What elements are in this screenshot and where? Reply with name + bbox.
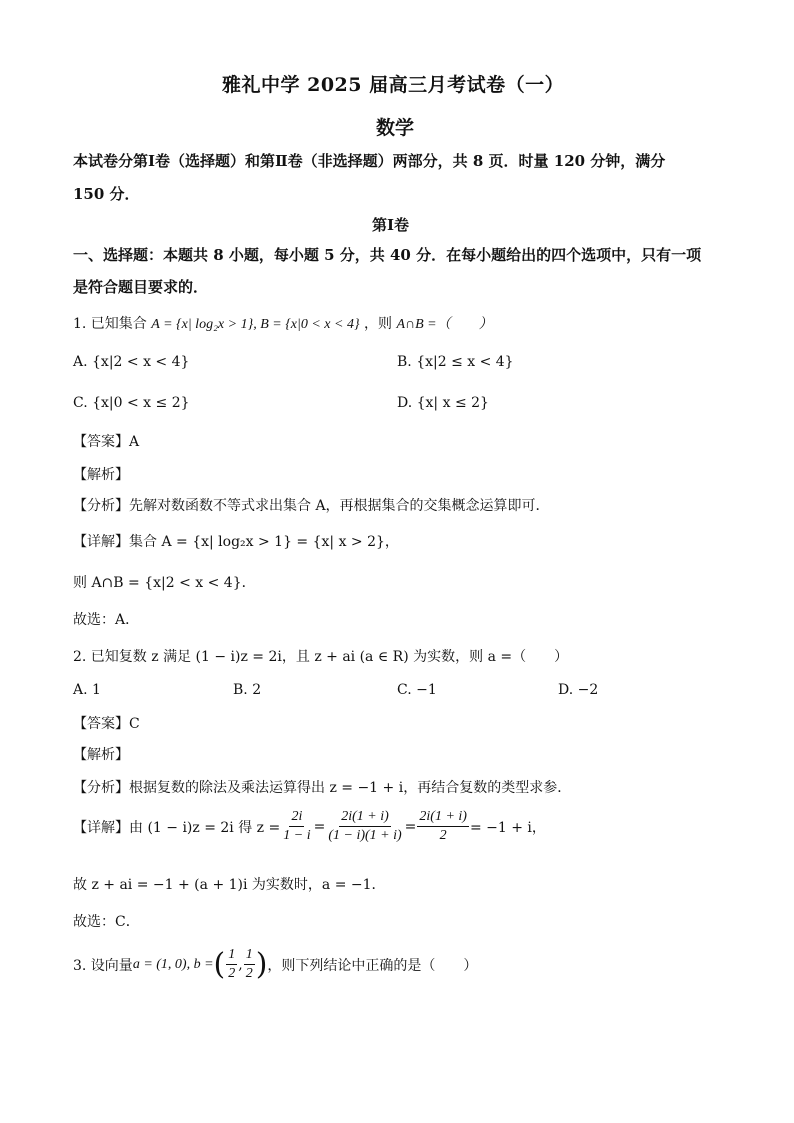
q1-ask: A∩B =（ ） [396,317,493,332]
q1-choose: 故选：A． [73,612,140,628]
part-heading-line-2: 是符合题目要求的． [73,278,209,296]
q1-sets: A = {x| log₂x > 1}, B = {x|0 < x < 4} [151,317,360,332]
q1-option-a: A. {x|2 < x < 4} [73,354,190,370]
q1-fenxi [73,495,550,515]
q1-option-d: D. {x| x ≤ 2} [397,395,489,411]
q3-frac-y-den: 2 [245,966,253,981]
q1-option-b: B. {x|2 ≤ x < 4} [397,354,514,370]
q2-fraction-2-den: (1 − i)(1 + i) [328,828,402,843]
q2-fraction-2-num: 2i(1 + i) [339,808,391,827]
q1-then: 则 A∩B = {x|2 < x < 4}． [73,575,256,591]
section-heading: 第Ⅰ卷 [372,216,410,234]
q3-frac-y-num: 1 [244,946,255,965]
q2-xiangjie [73,808,546,845]
q2-fraction-1 [281,808,312,845]
q3-stem [73,946,477,983]
q2-xiangjie-tag: 【详解】 [73,819,129,836]
q2-xiangjie-pre: 由 (1 − i)z = 2i 得 z = [129,819,281,836]
q3-vectors: a = (1, 0), b = [132,956,214,972]
q2-eq-2: = [404,818,417,835]
q1-fenxi-tag: 【分析】 [73,498,129,514]
q3-post: ，则下列结论中正确的是（ ） [267,957,478,974]
q1-xiangjie-tag: 【详解】 [73,534,129,550]
part-heading-line-1: 一、选择题：本题共 8 小题，每小题 5 分，共 40 分．在每小题给出的四个选项中，只有一项 [73,246,702,264]
q3-right-paren: ) [255,946,268,982]
q3-frac-y [244,946,255,983]
q3-frac-x [226,946,237,983]
subject-title: 数学 [376,117,415,139]
q2-fenxi [73,777,571,797]
q2-answer: 【答案】C [73,716,140,732]
q2-fraction-1-num: 2i [289,808,304,827]
q3-comma: , [238,956,243,973]
q2-option-a: A. 1 [73,682,101,698]
q2-fraction-2 [326,808,403,845]
q1-fenxi-text: 先解对数函数不等式求出集合 A，再根据集合的交集概念运算即可． [129,498,550,514]
q3-pre: 3. 设向量 [73,957,133,974]
intro-line-2: 150 分． [73,185,140,203]
document-title: 雅礼中学 2025 届高三月考试卷（一） [222,74,565,96]
q3-frac-x-num: 1 [226,946,237,965]
q2-so: 故 z + ai = −1 + (a + 1)i 为实数时，a = −1． [73,877,386,893]
q1-option-c: C. {x|0 < x ≤ 2} [73,395,190,411]
q1-analysis-tag: 【解析】 [73,467,129,483]
q1-suffix: ，则 [364,316,393,332]
q2-fenxi-tag: 【分析】 [73,780,129,796]
intro-line-1: 本试卷分第Ⅰ卷（选择题）和第Ⅱ卷（非选择题）两部分，共 8 页．时量 120 分钟，满分 [73,152,666,170]
q3-frac-x-den: 2 [228,966,236,981]
q1-prefix: 1. 已知集合 [73,316,147,332]
q1-xiangjie [73,531,399,551]
q2-eq-1: = [313,818,326,835]
q2-choose: 故选：C． [73,914,140,930]
q2-stem: 2. 已知复数 z 满足 (1 − i)z = 2i，且 z + ai (a ∈ R) 为实数，则 a =（ ） [73,649,569,665]
q2-option-d: D. −2 [558,682,599,698]
q2-fraction-1-den: 1 − i [283,828,311,843]
q2-fraction-3-den: 2 [439,828,447,843]
q2-fraction-3-num: 2i(1 + i) [417,808,469,827]
q3-left-paren: ( [213,946,226,982]
q2-analysis-tag: 【解析】 [73,747,129,763]
q1-xiangjie-text: 集合 A = {x| log₂x > 1} = {x| x > 2}， [129,534,399,550]
q2-xiangjie-post: = −1 + i， [469,819,546,836]
q1-stem [73,313,493,333]
q2-option-c: C. −1 [397,682,437,698]
q2-option-b: B. 2 [233,682,262,698]
q2-fenxi-text: 根据复数的除法及乘法运算得出 z = −1 + i，再结合复数的类型求参． [129,780,572,796]
q1-answer: 【答案】A [73,434,140,450]
q2-fraction-3 [417,808,469,845]
